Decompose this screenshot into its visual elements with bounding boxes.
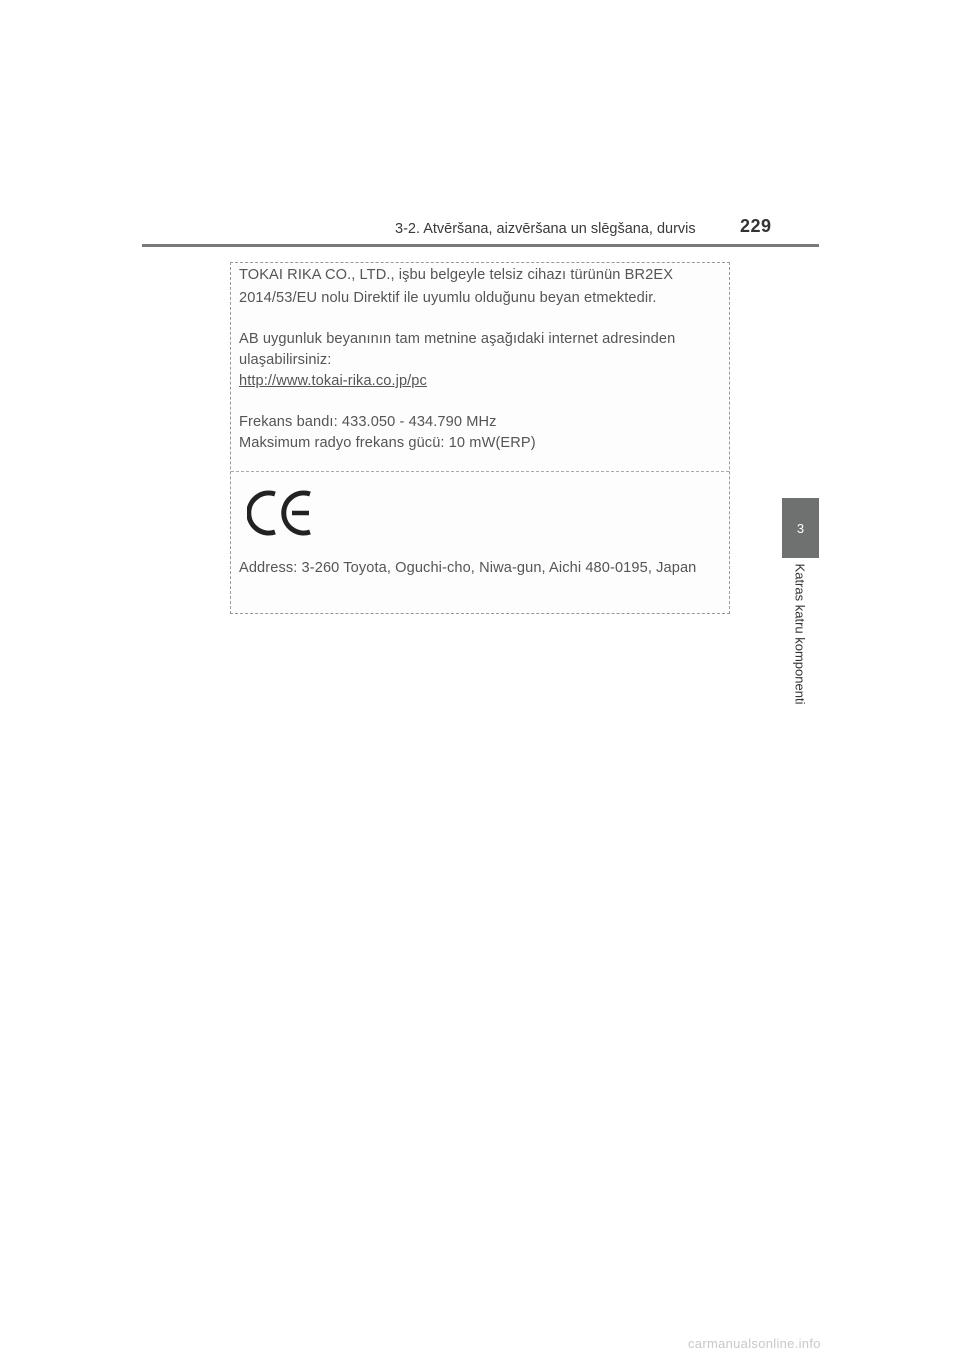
declaration-link[interactable]: http://www.tokai-rika.co.jp/pc: [239, 373, 427, 389]
ce-mark-icon: [247, 488, 315, 538]
declaration-line-power: Maksimum radyo frekans gücü: 10 mW(ERP): [239, 435, 536, 451]
declaration-line-4: ulaşabilirsiniz:: [239, 352, 332, 368]
header-rule: [142, 244, 819, 247]
declaration-divider: [231, 471, 729, 472]
declaration-line-1: TOKAI RIKA CO., LTD., işbu belgeyle telsiz cihazı türünün BR2EX: [239, 267, 674, 283]
declaration-address: Address: 3-260 Toyota, Oguchi-cho, Niwa-gun, Aichi 480-0195, Japan: [239, 560, 697, 576]
declaration-line-frequency: Frekans bandı: 433.050 - 434.790 MHz: [239, 414, 497, 430]
chapter-label: Katras katru komponenti: [792, 563, 808, 705]
header-title: 3-2. Atvēršana, aizvēršana un slēgšana, durvis: [395, 221, 696, 237]
chapter-number: 3: [796, 520, 805, 536]
watermark: carmanualsonline.info: [688, 1336, 821, 1351]
declaration-line-2: 2014/53/EU nolu Direktif ile uyumlu olduğunu beyan etmektedir.: [239, 290, 657, 306]
page-number: 229: [740, 216, 772, 236]
declaration-line-3: AB uygunluk beyanının tam metnine aşağıdaki internet adresinden: [239, 331, 676, 347]
declaration-box: [230, 262, 730, 614]
